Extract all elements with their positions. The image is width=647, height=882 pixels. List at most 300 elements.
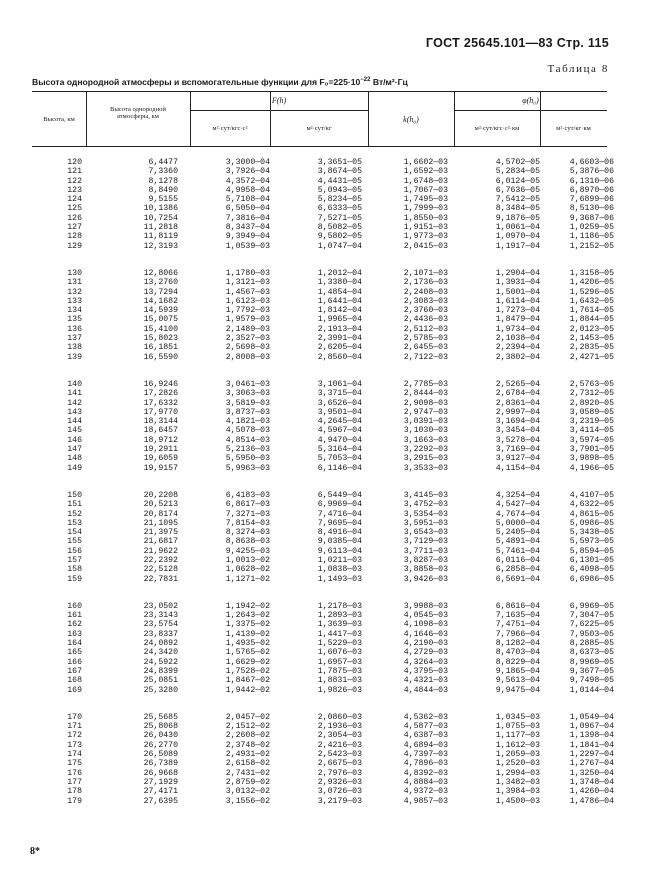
table-cell: 158 <box>67 565 82 575</box>
table-cell: 6,5449—04 <box>317 490 362 500</box>
table-cell: 14,1682 <box>143 296 178 306</box>
table-row <box>32 731 614 741</box>
table-cell: 1,3375—02 <box>225 620 270 630</box>
table-cell: 4,8514—03 <box>225 435 270 445</box>
table-cell: 178 <box>67 787 82 797</box>
table-cell: 7,1635—04 <box>495 611 540 621</box>
col-phi-h: φ(h₀) <box>522 96 539 105</box>
table-cell: 1,3158—05 <box>569 268 614 278</box>
table-cell: 5,5973—05 <box>569 537 614 547</box>
table-cell: 1,7273—04 <box>495 306 540 316</box>
table-cell: 1,0628—02 <box>225 565 270 575</box>
table-cell: 4,5078—03 <box>225 426 270 436</box>
table-cell: 2,6784—04 <box>495 389 540 399</box>
table-cell: 8,5082—05 <box>317 223 362 233</box>
table-cell: 7,9503—05 <box>569 629 614 639</box>
table-cell: 160 <box>67 601 82 611</box>
table-row <box>32 158 614 167</box>
table-cell: 1,6441—04 <box>317 296 362 306</box>
table-cell: 2,1038—04 <box>495 334 540 344</box>
table-cell: 3,1061—04 <box>317 379 362 389</box>
table-cell: 21,6817 <box>143 537 178 547</box>
table-row <box>32 676 614 686</box>
table-cell: 23,0502 <box>143 601 178 611</box>
table-cell: 17,6332 <box>143 398 178 408</box>
table-cell: 1,3380—04 <box>317 278 362 288</box>
table-row <box>32 620 614 630</box>
table-cell: 9,5613—04 <box>495 676 540 686</box>
table-cell: 1,1186—05 <box>569 232 614 242</box>
table-row <box>32 167 614 177</box>
table-cell: 168 <box>67 676 82 686</box>
table-cell: 7,5271—05 <box>317 213 362 223</box>
table-cell: 23,3143 <box>143 611 178 621</box>
table-cell: 137 <box>67 334 82 344</box>
table-cell: 1,9579—03 <box>225 315 270 325</box>
table-cell: 8,3274—03 <box>225 528 270 538</box>
table-cell: 26,5089 <box>143 750 178 760</box>
table-row <box>32 509 614 519</box>
table-cell: 146 <box>67 435 82 445</box>
table-cell: 5,0000—04 <box>495 518 540 528</box>
table-cell: 4,1154—04 <box>495 463 540 473</box>
table-cell: 3,1030—03 <box>403 426 448 436</box>
table-cell: 4,2729—03 <box>403 648 448 658</box>
table-cell: 140 <box>67 379 82 389</box>
table-cell: 7,3360 <box>148 167 178 177</box>
table-cell: 3,0391—03 <box>403 417 448 427</box>
table-row <box>32 241 614 251</box>
table-cell: 9,5802—05 <box>317 232 362 242</box>
table-cell: 3,4752—03 <box>403 500 448 510</box>
table-cell: 3,1556—02 <box>225 796 270 806</box>
table-cell: 3,8737—03 <box>225 407 270 417</box>
table-cell: 3,3651—05 <box>317 158 362 167</box>
table-cell: 7,7966—04 <box>495 629 540 639</box>
table-cell: 1,1780—03 <box>225 268 270 278</box>
table-cell: 18,9712 <box>143 435 178 445</box>
table-cell: 150 <box>67 490 82 500</box>
table-cell: 3,2319—05 <box>569 417 614 427</box>
table-row <box>32 417 614 427</box>
table-cell: 9,5155 <box>148 195 178 205</box>
table-cell: 4,3264—03 <box>403 657 448 667</box>
table-cell: 2,1913—04 <box>317 324 362 334</box>
table-cell: 6,7636—05 <box>495 185 540 195</box>
table-row <box>32 546 614 556</box>
table-cell: 156 <box>67 546 82 556</box>
table-cell: 170 <box>67 712 82 722</box>
table-cell: 27,1929 <box>143 777 178 787</box>
table-cell: 1,4567—03 <box>225 287 270 297</box>
table-cell: 2,6158—02 <box>225 759 270 769</box>
table-cell: 3,2292—03 <box>403 445 448 455</box>
table-cell: 1,6748—03 <box>403 176 448 186</box>
table-cell: 1,1612—03 <box>495 740 540 750</box>
table-cell: 4,1821—03 <box>225 417 270 427</box>
table-row <box>32 287 614 297</box>
table-cell: 25,5685 <box>143 712 178 722</box>
table-cell: 3,9988—03 <box>403 601 448 611</box>
table-cell: 5,9963—03 <box>225 463 270 473</box>
table-cell: 6,5050—04 <box>225 204 270 214</box>
table-cell: 155 <box>67 537 82 547</box>
table-cell: 16,5590 <box>143 352 178 362</box>
caption-main: Высота однородной атмосферы и вспомогательные функции для F₀=225·10 <box>32 77 361 87</box>
table-cell: 17,9770 <box>143 407 178 417</box>
table-cell: 1,7999—03 <box>403 204 448 214</box>
col-k-h: k(h₀) <box>403 115 419 124</box>
table-cell: 5,2405—04 <box>495 528 540 538</box>
table-row <box>32 213 614 223</box>
col-phi-unit1: м²·сут/кгс·с²·км <box>474 125 520 132</box>
table-cell: 7,3047—05 <box>569 611 614 621</box>
table-cell: 145 <box>67 426 82 436</box>
table-cell: 5,2834—05 <box>495 167 540 177</box>
table-cell: 3,7901—05 <box>569 445 614 455</box>
table-cell: 1,8831—03 <box>317 676 362 686</box>
table-cell: 122 <box>67 176 82 186</box>
table-cell: 3,4145—03 <box>403 490 448 500</box>
table-cell: 4,5427—04 <box>495 500 540 510</box>
table-cell: 13,2760 <box>143 278 178 288</box>
table-cell: 2,1512—02 <box>225 722 270 732</box>
table-cell: 2,5785—03 <box>403 334 448 344</box>
col-phi-unit2: м²·сут/кг·км <box>556 125 591 132</box>
table-cell: 1,2152—05 <box>569 241 614 251</box>
table-cell: 148 <box>67 454 82 464</box>
table-row <box>32 639 614 649</box>
table-cell: 1,9773—03 <box>403 232 448 242</box>
table-cell: 2,3802—04 <box>495 352 540 362</box>
table-cell: 153 <box>67 518 82 528</box>
col-f-h: F(h) <box>271 96 287 105</box>
table-row <box>32 611 614 621</box>
table-cell: 4,5877—03 <box>403 722 448 732</box>
table-row <box>32 379 614 389</box>
table-cell: 174 <box>67 750 82 760</box>
table-cell: 25,8068 <box>143 722 178 732</box>
table-cell: 2,3527—03 <box>225 334 270 344</box>
table-cell: 27,4171 <box>143 787 178 797</box>
table-cell: 4,8884—03 <box>403 777 448 787</box>
table-cell: 24,5922 <box>143 657 178 667</box>
table-cell: 120 <box>67 158 82 167</box>
table-cell: 2,4931—02 <box>225 750 270 760</box>
table-row <box>32 565 614 575</box>
table-cell: 132 <box>67 287 82 297</box>
table-cell: 2,7431—02 <box>225 768 270 778</box>
table-row <box>32 204 614 214</box>
table-cell: 2,2408—03 <box>403 287 448 297</box>
table-cell: 2,1736—03 <box>403 278 448 288</box>
table-cell: 136 <box>67 324 82 334</box>
table-cell: 18,3144 <box>143 417 178 427</box>
table-cell: 15,8023 <box>143 334 178 344</box>
table-cell: 142 <box>67 398 82 408</box>
table-row <box>32 352 614 362</box>
table-cell: 3,8858—03 <box>403 565 448 575</box>
table-cell: 6,1146—04 <box>317 463 362 473</box>
table-cell: 6,8970—06 <box>569 185 614 195</box>
table-cell: 1,8467—02 <box>225 676 270 686</box>
table-cell: 20,8174 <box>143 509 178 519</box>
table-cell: 24,0892 <box>143 639 178 649</box>
table-cell: 172 <box>67 731 82 741</box>
table-row <box>32 398 614 408</box>
table-cell: 1,1177—03 <box>495 731 540 741</box>
table-cell: 9,9475—04 <box>495 685 540 695</box>
table-cell: 1,0967—04 <box>569 722 614 732</box>
table-cell: 4,1098—03 <box>403 620 448 630</box>
table-cell: 21,3975 <box>143 528 178 538</box>
table-cell: 123 <box>67 185 82 195</box>
table-cell: 1,7495—03 <box>403 195 448 205</box>
table-cell: 3,5951—03 <box>403 518 448 528</box>
table-cell: 2,0123—05 <box>569 324 614 334</box>
table-cell: 175 <box>67 759 82 769</box>
table-cell: 1,8844—05 <box>569 315 614 325</box>
table-cell: 8,8490 <box>148 185 178 195</box>
table-row <box>32 306 614 316</box>
table-cell: 8,5130—06 <box>569 204 614 214</box>
table-cell: 167 <box>67 666 82 676</box>
table-row <box>32 629 614 639</box>
table-cell: 3,5819—03 <box>225 398 270 408</box>
table-cell: 3,9426—03 <box>403 574 448 584</box>
table-cell: 2,3760—03 <box>403 306 448 316</box>
table-cell: 177 <box>67 777 82 787</box>
table-cell: 5,3438—05 <box>569 528 614 538</box>
table-caption <box>32 77 408 87</box>
table-cell: 17,2826 <box>143 389 178 399</box>
table-cell: 4,5362—03 <box>403 712 448 722</box>
table-cell: 11,8119 <box>143 232 178 242</box>
table-cell: 20,2208 <box>143 490 178 500</box>
table-cell: 19,2911 <box>143 445 178 455</box>
table-cell: 2,6675—03 <box>317 759 362 769</box>
table-row <box>32 555 614 565</box>
table-cell: 18,6457 <box>143 426 178 436</box>
table-row <box>32 223 614 233</box>
table-cell: 1,0539—03 <box>225 241 270 251</box>
table-label: Таблица 8 <box>547 63 609 75</box>
table-cell: 1,2767—04 <box>569 759 614 769</box>
table-cell: 3,7169—04 <box>495 445 540 455</box>
table-cell: 2,8361—04 <box>495 398 540 408</box>
table-cell: 7,6899—06 <box>569 195 614 205</box>
table-cell: 1,2178—03 <box>317 601 362 611</box>
table-cell: 4,0545—03 <box>403 611 448 621</box>
table-cell: 1,7792—03 <box>225 306 270 316</box>
table-cell: 165 <box>67 648 82 658</box>
table-row <box>32 796 614 806</box>
table-cell: 4,6603—06 <box>569 158 614 167</box>
table-cell: 1,6629—02 <box>225 657 270 667</box>
table-row <box>32 324 614 334</box>
table-cell: 1,6123—03 <box>225 296 270 306</box>
table-row <box>32 787 614 797</box>
table-cell: 7,8154—03 <box>225 518 270 528</box>
table-cell: 6,2858—04 <box>495 565 540 575</box>
table-cell: 3,8674—05 <box>317 167 362 177</box>
table-cell: 3,3063—03 <box>225 389 270 399</box>
table-cell: 143 <box>67 407 82 417</box>
table-cell: 5,0986—05 <box>569 518 614 528</box>
table-cell: 2,7785—03 <box>403 379 448 389</box>
table-row <box>32 334 614 344</box>
table-cell: 5,3876—06 <box>569 167 614 177</box>
table-cell: 3,5354—03 <box>403 509 448 519</box>
table-row <box>32 740 614 750</box>
table-cell: 1,3121—03 <box>225 278 270 288</box>
table-cell: 2,1071—03 <box>403 268 448 278</box>
table-cell: 26,7389 <box>143 759 178 769</box>
table-cell: 5,0943—05 <box>317 185 362 195</box>
table-row <box>32 500 614 510</box>
table-row <box>32 666 614 676</box>
table-cell: 3,1694—04 <box>495 417 540 427</box>
table-cell: 9,1876—05 <box>495 213 540 223</box>
table-cell: 3,0726—03 <box>317 787 362 797</box>
table-cell: 127 <box>67 223 82 233</box>
table-cell: 176 <box>67 768 82 778</box>
table-cell: 1,3931—04 <box>495 278 540 288</box>
table-cell: 2,8560—04 <box>317 352 362 362</box>
table-cell: 4,7674—04 <box>495 509 540 519</box>
table-cell: 4,7397—03 <box>403 750 448 760</box>
table-cell: 161 <box>67 611 82 621</box>
table-cell: 2,5763—05 <box>569 379 614 389</box>
table-cell: 5,2136—03 <box>225 445 270 455</box>
table-cell: 1,8550—03 <box>403 213 448 223</box>
table-cell: 1,6076—03 <box>317 648 362 658</box>
table-cell: 4,9470—04 <box>317 435 362 445</box>
table-row <box>32 518 614 528</box>
table-cell: 1,2643—02 <box>225 611 270 621</box>
table-cell: 1,6432—05 <box>569 296 614 306</box>
table-cell: 151 <box>67 500 82 510</box>
table-cell: 1,0259—05 <box>569 223 614 233</box>
table-cell: 4,8615—05 <box>569 509 614 519</box>
table-cell: 2,2394—04 <box>495 343 540 353</box>
table-cell: 2,5112—03 <box>403 324 448 334</box>
table-cell: 121 <box>67 167 82 177</box>
table-row <box>32 315 614 325</box>
group-gap <box>32 695 607 713</box>
table-cell: 129 <box>67 241 82 251</box>
table-cell: 1,9734—04 <box>495 324 540 334</box>
page-header: ГОСТ 25645.101—83 Стр. 115 <box>425 36 609 50</box>
table-cell: 179 <box>67 796 82 806</box>
table-cell: 2,6455—03 <box>403 343 448 353</box>
table-cell: 2,7312—05 <box>569 389 614 399</box>
table-cell: 1,7067—03 <box>403 185 448 195</box>
table-cell: 2,8008—03 <box>225 352 270 362</box>
table-cell: 2,0415—03 <box>403 241 448 251</box>
table-cell: 138 <box>67 343 82 353</box>
table-row <box>32 490 614 500</box>
table-cell: 1,8142—04 <box>317 306 362 316</box>
page-number: 8* <box>30 846 40 857</box>
table-cell: 26,9668 <box>143 768 178 778</box>
table-cell: 1,4260—04 <box>569 787 614 797</box>
table-cell: 4,6322—05 <box>569 500 614 510</box>
table-cell: 8,1278 <box>148 176 178 186</box>
table-cell: 1,4786—04 <box>569 796 614 806</box>
table-cell: 7,3816—04 <box>225 213 270 223</box>
table-row <box>32 537 614 547</box>
table-cell: 25,0851 <box>143 676 178 686</box>
table-cell: 15,4100 <box>143 324 178 334</box>
table-row <box>32 685 614 695</box>
table-cell: 3,8287—03 <box>403 555 448 565</box>
table-cell: 9,3949—04 <box>225 232 270 242</box>
table-row <box>32 278 614 288</box>
table-cell: 6,0116—04 <box>495 555 540 565</box>
table-cell: 4,6387—03 <box>403 731 448 741</box>
table-row <box>32 574 614 584</box>
table-cell: 4,3254—04 <box>495 490 540 500</box>
table-cell: 8,9969—05 <box>569 657 614 667</box>
table-cell: 1,2994—03 <box>495 768 540 778</box>
table-cell: 1,1917—04 <box>495 241 540 251</box>
table-cell: 3,0132—02 <box>225 787 270 797</box>
table-cell: 2,6205—04 <box>317 343 362 353</box>
table-cell: 27,6395 <box>143 796 178 806</box>
table-cell: 3,3533—03 <box>403 463 448 473</box>
table-cell: 2,1453—05 <box>569 334 614 344</box>
table-cell: 1,0838—03 <box>317 565 362 575</box>
table-cell: 3,1663—03 <box>403 435 448 445</box>
group-gap <box>32 251 607 269</box>
table-cell: 1,9442—02 <box>225 685 270 695</box>
table-cell: 1,0747—04 <box>317 241 362 251</box>
table-cell: 4,9857—03 <box>403 796 448 806</box>
table-cell: 2,7976—03 <box>317 768 362 778</box>
table-cell: 3,9127—04 <box>495 454 540 464</box>
table-cell: 2,4271—05 <box>569 352 614 362</box>
table-cell: 13,7294 <box>143 287 178 297</box>
table-cell: 5,7053—04 <box>317 454 362 464</box>
table-cell: 23,8337 <box>143 629 178 639</box>
table-cell: 9,1865—04 <box>495 666 540 676</box>
table-cell: 8,4703—04 <box>495 648 540 658</box>
table-cell: 5,8234—05 <box>317 195 362 205</box>
table-cell: 7,5412—05 <box>495 195 540 205</box>
table-cell: 1,2520—03 <box>495 759 540 769</box>
table-cell: 24,8399 <box>143 666 178 676</box>
table-cell: 1,3482—03 <box>495 777 540 787</box>
table-cell: 2,9747—03 <box>403 407 448 417</box>
table-cell: 6,5691—04 <box>495 574 540 584</box>
table-cell: 1,2297—04 <box>569 750 614 760</box>
table-cell: 1,4935—02 <box>225 639 270 649</box>
table-cell: 4,2190—03 <box>403 639 448 649</box>
table-cell: 8,2885—05 <box>569 639 614 649</box>
group-gap <box>32 362 607 380</box>
table-cell: 2,3991—04 <box>317 334 362 344</box>
table-cell: 1,4206—05 <box>569 278 614 288</box>
caption-unit: Вт/м²·Гц <box>370 77 408 87</box>
table-cell: 1,6957—03 <box>317 657 362 667</box>
table-cell: 2,5265—04 <box>495 379 540 389</box>
table-cell: 4,4431—05 <box>317 176 362 186</box>
table-row <box>32 185 614 195</box>
table-cell: 126 <box>67 213 82 223</box>
table-cell: 6,8616—04 <box>495 601 540 611</box>
table-cell: 3,7129—03 <box>403 537 448 547</box>
